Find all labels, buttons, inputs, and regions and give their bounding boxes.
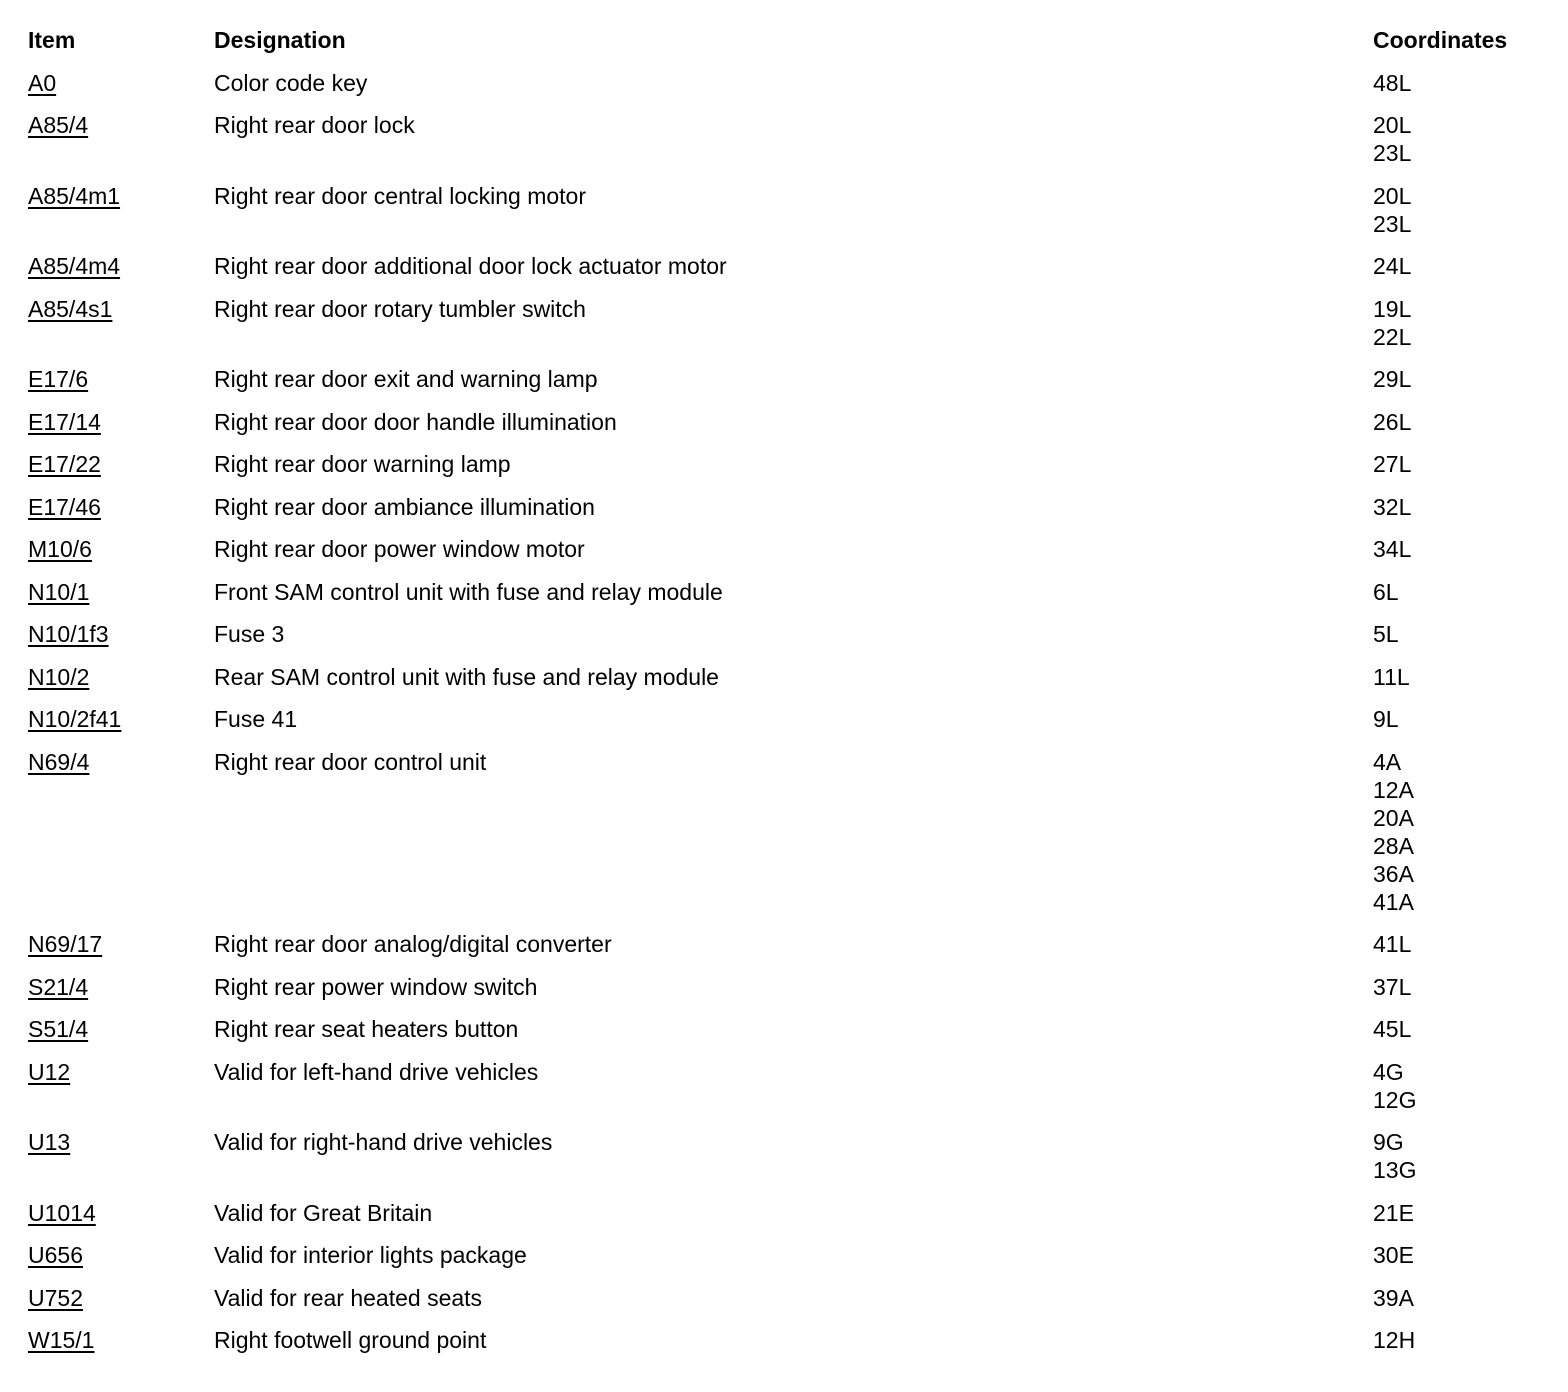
item-link[interactable]: E17/22 [28,451,101,477]
table-row [28,930,1548,958]
item-cell [28,1241,214,1269]
coordinate-value: 5L [1373,621,1399,647]
coordinates-cell [1373,111,1548,167]
item-link[interactable]: N69/17 [28,931,103,957]
designation-cell: Right rear door power window motor [214,536,585,562]
item-cell [28,973,214,1001]
coordinates-cell [1373,535,1548,563]
header-item: Item [28,27,76,53]
item-cell [28,493,214,521]
coordinate-value: 41A [1373,888,1414,915]
designation-cell: Right rear door warning lamp [214,451,511,477]
item-link[interactable]: A85/4 [28,112,89,138]
table-row [28,408,1548,436]
designation-cell: Right rear door ambiance illumination [214,493,595,520]
item-cell [28,535,214,563]
item-cell [28,182,214,238]
coordinate-value: 9G [1373,1129,1404,1155]
item-cell [28,1284,214,1312]
coordinates-cell [1373,182,1548,238]
item-cell [28,111,214,167]
item-cell [28,578,214,606]
designation-cell: Right rear door central locking motor [214,182,586,209]
designation-cell: Fuse 3 [214,621,285,647]
legend-table [28,26,1548,1354]
designation-cell: Right rear door door handle illumination [214,408,617,435]
item-link[interactable]: S21/4 [28,973,89,1000]
coordinate-value: 12G [1373,1086,1417,1113]
item-link[interactable]: M10/6 [28,536,92,562]
designation-cell: Valid for Great Britain [214,1199,433,1226]
coordinate-value: 39A [1373,1284,1414,1311]
coordinate-value: 41L [1373,931,1412,957]
item-link[interactable]: U656 [28,1242,83,1268]
coordinate-value: 45L [1373,1016,1412,1042]
table-header [28,26,1548,54]
item-link[interactable]: U12 [28,1058,71,1085]
designation-cell: Valid for right-hand drive vehicles [214,1129,553,1155]
coordinate-value: 24L [1373,253,1412,279]
item-cell [28,663,214,691]
item-cell [28,295,214,351]
coordinates-cell [1373,1015,1548,1043]
item-link[interactable]: N69/4 [28,748,90,775]
table-row [28,973,1548,1001]
coordinate-value: 4G [1373,1058,1404,1085]
coordinate-value: 23L [1373,210,1412,237]
item-link[interactable]: U1014 [28,1199,96,1226]
coordinate-value: 26L [1373,408,1412,435]
coordinate-value: 4A [1373,748,1402,775]
coordinate-value: 30E [1373,1242,1414,1268]
coordinate-value: 12A [1373,776,1414,803]
table-row [28,1128,1548,1184]
item-cell [28,1128,214,1184]
table-row [28,182,1548,238]
coordinates-cell [1373,705,1548,733]
item-cell [28,620,214,648]
coordinate-value: 20L [1373,182,1412,209]
item-cell [28,69,214,97]
coordinate-value: 20A [1373,804,1414,831]
item-cell [28,252,214,280]
item-cell [28,450,214,478]
coordinates-cell [1373,493,1548,521]
coordinate-value: 20L [1373,112,1412,138]
table-row [28,295,1548,351]
coordinate-value: 29L [1373,366,1412,392]
coordinates-cell [1373,620,1548,648]
coordinate-value: 37L [1373,973,1412,1000]
designation-cell: Right rear door additional door lock actuator motor [214,253,727,279]
designation-cell: Right rear door rotary tumbler switch [214,295,586,322]
coordinate-value: 6L [1373,578,1399,605]
table-row [28,493,1548,521]
table-row [28,1058,1548,1114]
table-row [28,69,1548,97]
item-link[interactable]: N10/2f41 [28,706,122,732]
item-cell [28,1058,214,1114]
coordinate-value: 19L [1373,295,1412,322]
table-row [28,663,1548,691]
coordinate-value: 28A [1373,832,1414,859]
coordinates-cell [1373,748,1548,916]
item-link[interactable]: E17/6 [28,366,89,392]
designation-cell: Color code key [214,69,368,96]
item-link[interactable]: N10/1f3 [28,621,109,647]
table-row [28,535,1548,563]
item-link[interactable]: A85/4m4 [28,253,121,279]
designation-cell: Right rear door lock [214,112,415,138]
table-body [28,69,1548,1355]
item-cell [28,1326,214,1354]
coordinates-cell [1373,450,1548,478]
coordinate-value: 21E [1373,1199,1414,1226]
coordinate-value: 34L [1373,536,1412,562]
coordinate-value: 48L [1373,69,1412,96]
designation-cell: Right footwell ground point [214,1327,487,1353]
table-row [28,748,1548,916]
coordinate-value: 9L [1373,706,1399,732]
coordinate-value: 23L [1373,140,1412,166]
table-row [28,1199,1548,1227]
designation-cell: Valid for left-hand drive vehicles [214,1058,539,1085]
coordinate-value: 27L [1373,451,1412,477]
table-row [28,1284,1548,1312]
table-row [28,252,1548,280]
coordinates-cell [1373,1199,1548,1227]
table-row [28,111,1548,167]
designation-cell: Valid for interior lights package [214,1242,527,1268]
item-link[interactable]: A85/4s1 [28,295,113,322]
coordinates-cell [1373,1058,1548,1114]
item-cell [28,930,214,958]
item-link[interactable]: N10/2 [28,663,90,690]
item-cell [28,408,214,436]
table-row [28,1326,1548,1354]
designation-cell: Front SAM control unit with fuse and relay module [214,578,723,605]
designation-cell: Valid for rear heated seats [214,1284,483,1311]
header-designation: Designation [214,27,346,53]
coordinates-cell [1373,69,1548,97]
coordinates-cell [1373,1128,1548,1184]
table-row [28,450,1548,478]
item-link[interactable]: U752 [28,1284,83,1311]
designation-cell: Right rear door control unit [214,748,487,775]
designation-cell: Fuse 41 [214,706,298,732]
coordinate-value: 32L [1373,493,1412,520]
coordinate-value: 12H [1373,1327,1416,1353]
coordinate-value: 22L [1373,323,1412,350]
designation-cell: Right rear seat heaters button [214,1016,519,1042]
coordinate-value: 13G [1373,1157,1417,1183]
coordinates-cell [1373,578,1548,606]
designation-cell: Right rear door analog/digital converter [214,931,612,957]
table-row [28,705,1548,733]
item-cell [28,748,214,916]
coordinates-cell [1373,1241,1548,1269]
designation-cell: Right rear power window switch [214,973,538,1000]
table-row [28,1015,1548,1043]
item-cell [28,1199,214,1227]
coordinate-value: 36A [1373,860,1414,887]
coordinates-cell [1373,252,1548,280]
item-cell [28,1015,214,1043]
table-row [28,620,1548,648]
item-link[interactable]: A0 [28,69,57,96]
designation-cell: Rear SAM control unit with fuse and relay module [214,663,719,690]
header-coordinates: Coordinates [1373,27,1508,53]
designation-cell: Right rear door exit and warning lamp [214,366,598,392]
item-link[interactable]: S51/4 [28,1016,89,1042]
item-link[interactable]: E17/14 [28,408,101,435]
coordinates-cell [1373,365,1548,393]
coordinate-value: 11L [1373,663,1410,690]
item-link[interactable]: E17/46 [28,493,101,520]
coordinates-cell [1373,408,1548,436]
item-link[interactable]: N10/1 [28,578,90,605]
coordinates-cell [1373,973,1548,1001]
item-link[interactable]: U13 [28,1129,71,1155]
coordinates-cell [1373,663,1548,691]
table-row [28,578,1548,606]
coordinates-cell [1373,930,1548,958]
coordinates-cell [1373,1284,1548,1312]
item-cell [28,705,214,733]
table-row [28,1241,1548,1269]
item-link[interactable]: W15/1 [28,1327,95,1353]
table-row [28,365,1548,393]
item-link[interactable]: A85/4m1 [28,182,121,209]
coordinates-cell [1373,1326,1548,1354]
item-cell [28,365,214,393]
coordinates-cell [1373,295,1548,351]
